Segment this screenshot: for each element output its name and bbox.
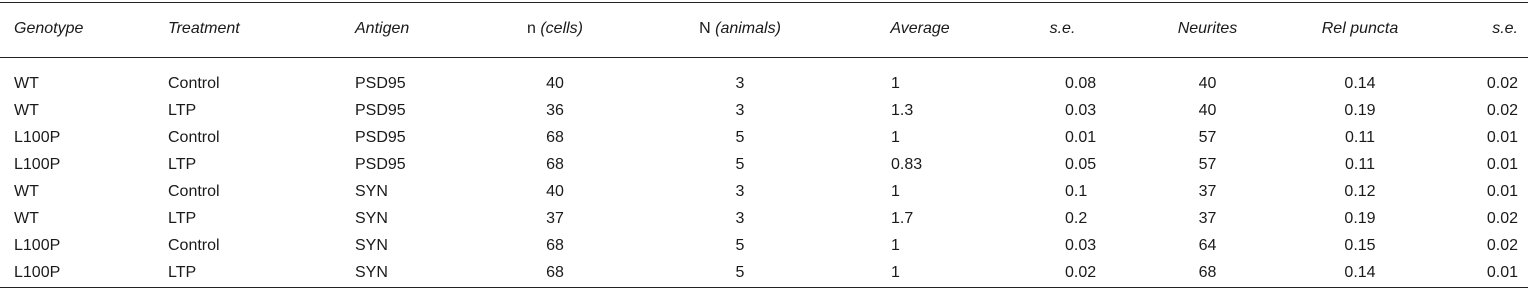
cell-se: 0.02 <box>1065 264 1097 281</box>
cell-neurites: 57 <box>1198 129 1217 146</box>
cell-se: 0.05 <box>1065 156 1097 173</box>
cell-n-cells: 68 <box>546 156 564 173</box>
cell-treatment: Control <box>168 183 220 200</box>
cell-average: 1 <box>891 264 900 281</box>
table-row <box>0 151 1528 178</box>
cell-n-animals: 3 <box>735 102 745 119</box>
cell-neurites: 40 <box>1198 102 1217 119</box>
cell-rel-puncta: 0.19 <box>1344 210 1376 227</box>
cell-genotype: WT <box>14 210 39 227</box>
header-neurites: Neurites <box>1177 19 1238 37</box>
cell-se: 0.08 <box>1065 75 1097 92</box>
cell-neurites: 40 <box>1198 75 1217 92</box>
table-row <box>0 124 1528 151</box>
header-treatment: Treatment <box>168 19 240 37</box>
header-genotype: Genotype <box>14 19 84 37</box>
cell-n-animals: 5 <box>735 237 745 254</box>
cell-neurites: 64 <box>1198 237 1217 254</box>
cell-average: 1.3 <box>891 102 914 119</box>
header-spacer <box>0 59 1528 70</box>
cell-se-2: 0.02 <box>1486 75 1518 92</box>
table-bottom-rule <box>0 287 1528 288</box>
cell-n-animals: 3 <box>735 183 745 200</box>
table-header-row <box>0 0 1528 59</box>
cell-se-2: 0.01 <box>1486 264 1518 281</box>
cell-neurites: 37 <box>1198 183 1217 200</box>
cell-average: 1 <box>891 237 900 254</box>
cell-n-animals: 5 <box>735 264 745 281</box>
header-rel-puncta: Rel puncta <box>1321 19 1399 37</box>
cell-average: 1.7 <box>891 210 914 227</box>
cell-n-cells: 40 <box>546 75 564 92</box>
cell-n-cells: 68 <box>546 264 564 281</box>
header-animals-label: (animals) <box>715 19 781 37</box>
table-row <box>0 97 1528 124</box>
header-se-2: s.e. <box>1492 19 1518 37</box>
cell-rel-puncta: 0.15 <box>1344 237 1376 254</box>
cell-n-cells: 68 <box>546 129 564 146</box>
cell-antigen: PSD95 <box>355 129 406 146</box>
cell-n-animals: 3 <box>735 75 745 92</box>
cell-se: 0.1 <box>1065 183 1088 200</box>
table-row <box>0 205 1528 232</box>
cell-antigen: SYN <box>355 210 388 227</box>
cell-antigen: SYN <box>355 237 388 254</box>
cell-neurites: 37 <box>1198 210 1217 227</box>
cell-average: 0.83 <box>891 156 923 173</box>
cell-genotype: WT <box>14 102 39 119</box>
cell-genotype: L100P <box>14 264 61 281</box>
cell-antigen: PSD95 <box>355 156 406 173</box>
cell-se-2: 0.01 <box>1486 129 1518 146</box>
cell-se: 0.2 <box>1065 210 1088 227</box>
cell-treatment: LTP <box>168 102 197 119</box>
table-row <box>0 232 1528 259</box>
cell-treatment: Control <box>168 129 220 146</box>
cell-rel-puncta: 0.12 <box>1344 183 1376 200</box>
cell-rel-puncta: 0.11 <box>1345 156 1375 173</box>
header-n-animals <box>635 0 845 59</box>
cell-treatment: LTP <box>168 210 197 227</box>
cell-genotype: WT <box>14 75 39 92</box>
cell-genotype: L100P <box>14 156 61 173</box>
cell-antigen: PSD95 <box>355 75 406 92</box>
table-row <box>0 178 1528 205</box>
cell-n-animals: 5 <box>735 129 745 146</box>
header-n-label: (cells) <box>540 19 584 37</box>
cell-treatment: LTP <box>168 264 197 281</box>
cell-average: 1 <box>891 75 900 92</box>
cell-n-animals: 5 <box>735 156 745 173</box>
cell-se: 0.03 <box>1065 237 1097 254</box>
cell-average: 1 <box>891 183 900 200</box>
header-antigen: Antigen <box>355 19 410 37</box>
cell-rel-puncta: 0.11 <box>1345 129 1375 146</box>
cell-se: 0.03 <box>1065 102 1097 119</box>
cell-neurites: 68 <box>1198 264 1217 281</box>
cell-se-2: 0.02 <box>1486 210 1518 227</box>
cell-genotype: WT <box>14 183 39 200</box>
cell-antigen: SYN <box>355 264 388 281</box>
cell-se-2: 0.01 <box>1486 183 1518 200</box>
cell-average: 1 <box>891 129 900 146</box>
cell-rel-puncta: 0.14 <box>1344 264 1376 281</box>
cell-antigen: SYN <box>355 183 388 200</box>
cell-treatment: Control <box>168 237 220 254</box>
cell-genotype: L100P <box>14 237 61 254</box>
cell-treatment: LTP <box>168 156 197 173</box>
cell-n-cells: 37 <box>546 210 564 227</box>
table-row <box>0 70 1528 97</box>
cell-se-2: 0.01 <box>1486 156 1518 173</box>
cell-se-2: 0.02 <box>1486 102 1518 119</box>
header-n-cells <box>475 0 635 59</box>
cell-neurites: 57 <box>1198 156 1217 173</box>
cell-rel-puncta: 0.19 <box>1344 102 1376 119</box>
cell-n-cells: 36 <box>546 102 564 119</box>
header-average: Average <box>890 19 950 37</box>
cell-antigen: PSD95 <box>355 102 406 119</box>
table-row <box>0 259 1528 286</box>
header-animals-symbol: N <box>699 19 711 37</box>
header-se: s.e. <box>1049 19 1076 37</box>
cell-n-animals: 3 <box>735 210 745 227</box>
cell-se-2: 0.02 <box>1486 237 1518 254</box>
cell-genotype: L100P <box>14 129 61 146</box>
cell-se: 0.01 <box>1065 129 1097 146</box>
cell-rel-puncta: 0.14 <box>1344 75 1376 92</box>
header-n-symbol: n <box>526 19 536 37</box>
cell-n-cells: 68 <box>546 237 564 254</box>
cell-n-cells: 40 <box>546 183 564 200</box>
cell-treatment: Control <box>168 75 220 92</box>
